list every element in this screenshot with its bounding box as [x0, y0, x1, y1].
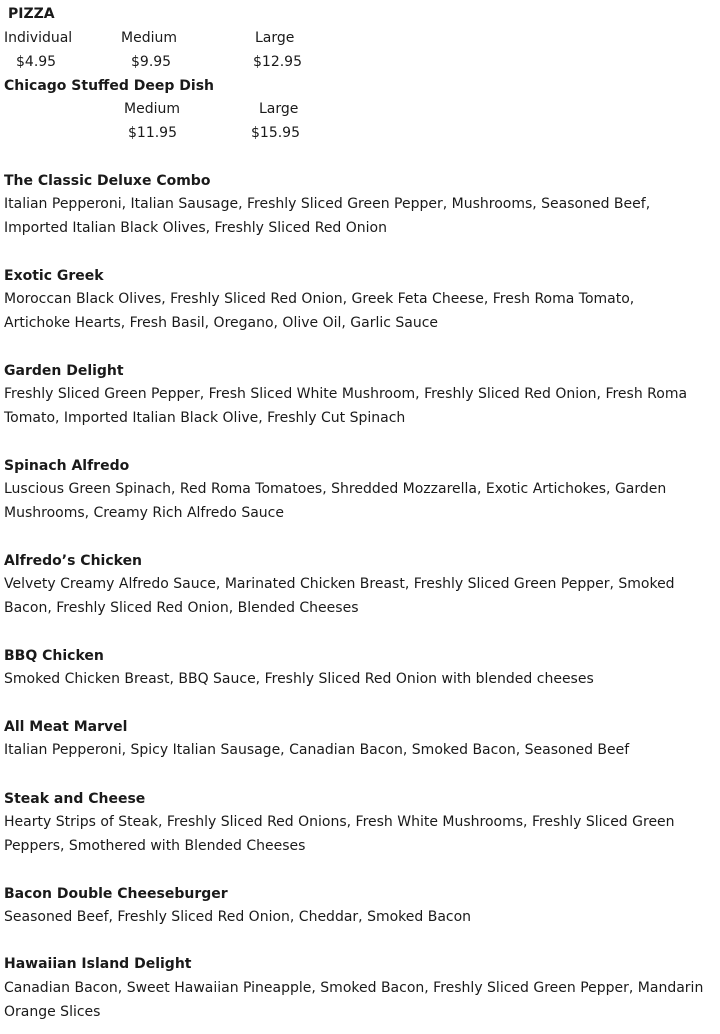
pizza-name: Exotic Greek: [4, 268, 104, 284]
pizza-name: Bacon Double Cheeseburger: [4, 886, 228, 902]
pizza-description: Velvety Creamy Alfredo Sauce, Marinated Chicken Breast, Freshly Sliced Green Pepper, Smoked Bacon, Freshly Sliced Red Onion, Blended Cheeses: [4, 576, 675, 616]
pizza-description: Italian Pepperoni, Spicy Italian Sausage, Canadian Bacon, Smoked Bacon, Seasoned Beef: [4, 742, 630, 758]
pizza-name: All Meat Marvel: [4, 719, 128, 735]
pizza-name: Alfredo’s Chicken: [4, 553, 143, 569]
deep-dish-title: Chicago Stuffed Deep Dish: [4, 78, 214, 94]
pizza-description: Moroccan Black Olives, Freshly Sliced Red Onion, Greek Feta Cheese, Fresh Roma Tomato, Artichoke Hearts, Fresh Basil, Oregano, Olive Oil, Garlic Sauce: [4, 291, 635, 331]
pizza-description: Luscious Green Spinach, Red Roma Tomatoes, Shredded Mozzarella, Exotic Artichokes, Garden Mushrooms, Creamy Rich Alfredo Sauce: [4, 481, 667, 521]
deep-dish-size-large: Large: [259, 101, 299, 117]
pizza-name: The Classic Deluxe Combo: [4, 173, 211, 189]
deep-dish-price-medium: $11.95: [128, 125, 177, 141]
deep-dish-size-medium: Medium: [124, 101, 180, 117]
deep-dish-price-large: $15.95: [251, 125, 300, 141]
pizza-name: Hawaiian Island Delight: [4, 956, 192, 972]
pizza-description: Seasoned Beef, Freshly Sliced Red Onion, Cheddar, Smoked Bacon: [4, 909, 472, 925]
size-label-large: Large: [255, 30, 295, 46]
price-large: $12.95: [253, 54, 302, 70]
pizza-name: Garden Delight: [4, 363, 124, 379]
pizza-description: Smoked Chicken Breast, BBQ Sauce, Freshly Sliced Red Onion with blended cheeses: [4, 671, 594, 687]
pizza-description: Freshly Sliced Green Pepper, Fresh Sliced White Mushroom, Freshly Sliced Red Onion, Fresh Roma Tomato, Imported Italian Black Olive, Freshly Cut Spinach: [4, 386, 688, 426]
price-individual: $4.95: [16, 54, 57, 70]
pizza-name: Spinach Alfredo: [4, 458, 130, 474]
section-heading: PIZZA: [8, 6, 55, 22]
pizza-name: Steak and Cheese: [4, 791, 146, 807]
pizza-description: Canadian Bacon, Sweet Hawaiian Pineapple, Smoked Bacon, Freshly Sliced Green Pepper, Mandarin Orange Slices: [4, 980, 704, 1020]
pizza-description: Hearty Strips of Steak, Freshly Sliced Red Onions, Fresh White Mushrooms, Freshly Sliced Green Peppers, Smothered with Blended Cheeses: [4, 814, 675, 854]
size-label-medium: Medium: [121, 30, 177, 46]
price-medium: $9.95: [131, 54, 172, 70]
pizza-description: Italian Pepperoni, Italian Sausage, Freshly Sliced Green Pepper, Mushrooms, Seasoned Beef, Imported Italian Black Olives, Freshly Sliced Red Onion: [4, 196, 651, 236]
size-label-individual: Individual: [4, 30, 73, 46]
pizza-name: BBQ Chicken: [4, 648, 104, 664]
